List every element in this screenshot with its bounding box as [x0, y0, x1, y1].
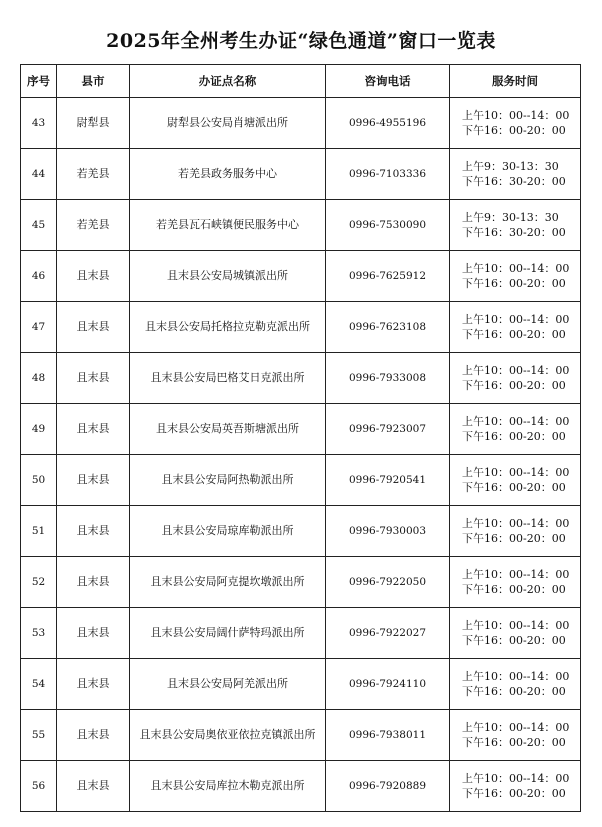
row-phone: 0996-7938011: [326, 710, 450, 761]
row-county: 若羌县: [57, 200, 130, 251]
afternoon-hours: 下午16：30-20：00: [462, 175, 566, 188]
afternoon-hours: 下午16：00-20：00: [462, 430, 566, 443]
row-service-hours: [450, 404, 581, 455]
row-service-hours: [450, 557, 581, 608]
morning-hours: 上午10：00--14：00: [462, 109, 570, 122]
row-number: 43: [21, 98, 57, 149]
header-hours: 服务时间: [450, 65, 581, 98]
afternoon-hours: 下午16：00-20：00: [462, 532, 566, 545]
table-row: [21, 251, 581, 302]
row-office-name: 且末县公安局库拉木勒克派出所: [130, 761, 326, 812]
row-service-hours: [450, 98, 581, 149]
row-phone: 0996-7923007: [326, 404, 450, 455]
row-phone: 0996-7922027: [326, 608, 450, 659]
afternoon-hours: 下午16：00-20：00: [462, 736, 566, 749]
row-office-name: 若羌县瓦石峡镇便民服务中心: [130, 200, 326, 251]
afternoon-hours: 下午16：00-20：00: [462, 379, 566, 392]
afternoon-hours: 下午16：00-20：00: [462, 685, 566, 698]
page-title: 2025年全州考生办证“绿色通道”窗口一览表: [106, 30, 496, 52]
header-county: 县市: [57, 65, 130, 98]
row-county: 且末县: [57, 710, 130, 761]
row-service-hours: [450, 506, 581, 557]
row-number: 53: [21, 608, 57, 659]
row-number: 55: [21, 710, 57, 761]
table-row: [21, 200, 581, 251]
table-row: [21, 455, 581, 506]
row-office-name: 若羌县政务服务中心: [130, 149, 326, 200]
row-office-name: 且末县公安局托格拉克勒克派出所: [130, 302, 326, 353]
row-phone: 0996-7920889: [326, 761, 450, 812]
row-county: 且末县: [57, 761, 130, 812]
row-number: 48: [21, 353, 57, 404]
table-row: [21, 608, 581, 659]
morning-hours: 上午10：00--14：00: [462, 670, 570, 683]
morning-hours: 上午10：00--14：00: [462, 721, 570, 734]
afternoon-hours: 下午16：30-20：00: [462, 226, 566, 239]
row-service-hours: [450, 608, 581, 659]
row-office-name: 且末县公安局奥依亚依拉克镇派出所: [130, 710, 326, 761]
row-office-name: 且末县公安局巴格艾日克派出所: [130, 353, 326, 404]
row-service-hours: [450, 149, 581, 200]
table-header-row: [21, 65, 581, 98]
morning-hours: 上午10：00--14：00: [462, 313, 570, 326]
morning-hours: 上午10：00--14：00: [462, 415, 570, 428]
morning-hours: 上午9：30-13：30: [462, 211, 559, 224]
row-phone: 0996-7530090: [326, 200, 450, 251]
row-service-hours: [450, 761, 581, 812]
afternoon-hours: 下午16：00-20：00: [462, 634, 566, 647]
table-body: [21, 98, 581, 812]
afternoon-hours: 下午16：00-20：00: [462, 481, 566, 494]
header-office: 办证点名称: [130, 65, 326, 98]
row-number: 51: [21, 506, 57, 557]
table-row: [21, 710, 581, 761]
row-county: 若羌县: [57, 149, 130, 200]
header-phone: 咨询电话: [326, 65, 450, 98]
row-phone: 0996-7933008: [326, 353, 450, 404]
row-number: 50: [21, 455, 57, 506]
row-service-hours: [450, 710, 581, 761]
afternoon-hours: 下午16：00-20：00: [462, 277, 566, 290]
row-office-name: 且末县公安局阿羌派出所: [130, 659, 326, 710]
row-county: 尉犁县: [57, 98, 130, 149]
table-row: [21, 506, 581, 557]
row-service-hours: [450, 353, 581, 404]
row-service-hours: [450, 455, 581, 506]
row-number: 54: [21, 659, 57, 710]
row-county: 且末县: [57, 353, 130, 404]
row-service-hours: [450, 302, 581, 353]
row-service-hours: [450, 200, 581, 251]
row-number: 56: [21, 761, 57, 812]
table-row: [21, 659, 581, 710]
row-phone: 0996-4955196: [326, 98, 450, 149]
row-office-name: 且末县公安局琼库勒派出所: [130, 506, 326, 557]
row-phone: 0996-7930003: [326, 506, 450, 557]
morning-hours: 上午10：00--14：00: [462, 364, 570, 377]
morning-hours: 上午10：00--14：00: [462, 772, 570, 785]
table-row: [21, 761, 581, 812]
row-office-name: 且末县公安局阿克提坎墩派出所: [130, 557, 326, 608]
morning-hours: 上午9：30-13：30: [462, 160, 559, 173]
row-number: 45: [21, 200, 57, 251]
header-no: 序号: [21, 65, 57, 98]
row-phone: 0996-7920541: [326, 455, 450, 506]
table-row: [21, 557, 581, 608]
table-row: [21, 149, 581, 200]
row-phone: 0996-7924110: [326, 659, 450, 710]
table-row: [21, 404, 581, 455]
afternoon-hours: 下午16：00-20：00: [462, 328, 566, 341]
morning-hours: 上午10：00--14：00: [462, 466, 570, 479]
afternoon-hours: 下午16：00-20：00: [462, 583, 566, 596]
table-row: [21, 98, 581, 149]
row-county: 且末县: [57, 302, 130, 353]
row-county: 且末县: [57, 251, 130, 302]
morning-hours: 上午10：00--14：00: [462, 517, 570, 530]
row-phone: 0996-7623108: [326, 302, 450, 353]
row-county: 且末县: [57, 404, 130, 455]
row-phone: 0996-7103336: [326, 149, 450, 200]
row-number: 52: [21, 557, 57, 608]
row-office-name: 且末县公安局英吾斯塘派出所: [130, 404, 326, 455]
morning-hours: 上午10：00--14：00: [462, 262, 570, 275]
row-county: 且末县: [57, 659, 130, 710]
row-county: 且末县: [57, 557, 130, 608]
row-office-name: 且末县公安局阔什萨特玛派出所: [130, 608, 326, 659]
afternoon-hours: 下午16：00-20：00: [462, 787, 566, 800]
green-channel-table: [20, 64, 581, 812]
row-county: 且末县: [57, 455, 130, 506]
row-county: 且末县: [57, 608, 130, 659]
afternoon-hours: 下午16：00-20：00: [462, 124, 566, 137]
row-number: 46: [21, 251, 57, 302]
row-phone: 0996-7625912: [326, 251, 450, 302]
table-row: [21, 302, 581, 353]
row-county: 且末县: [57, 506, 130, 557]
morning-hours: 上午10：00--14：00: [462, 619, 570, 632]
row-office-name: 且末县公安局城镇派出所: [130, 251, 326, 302]
row-service-hours: [450, 659, 581, 710]
row-office-name: 尉犁县公安局肖塘派出所: [130, 98, 326, 149]
row-number: 49: [21, 404, 57, 455]
row-service-hours: [450, 251, 581, 302]
row-phone: 0996-7922050: [326, 557, 450, 608]
table-row: [21, 353, 581, 404]
row-number: 44: [21, 149, 57, 200]
row-number: 47: [21, 302, 57, 353]
morning-hours: 上午10：00--14：00: [462, 568, 570, 581]
row-office-name: 且末县公安局阿热勒派出所: [130, 455, 326, 506]
